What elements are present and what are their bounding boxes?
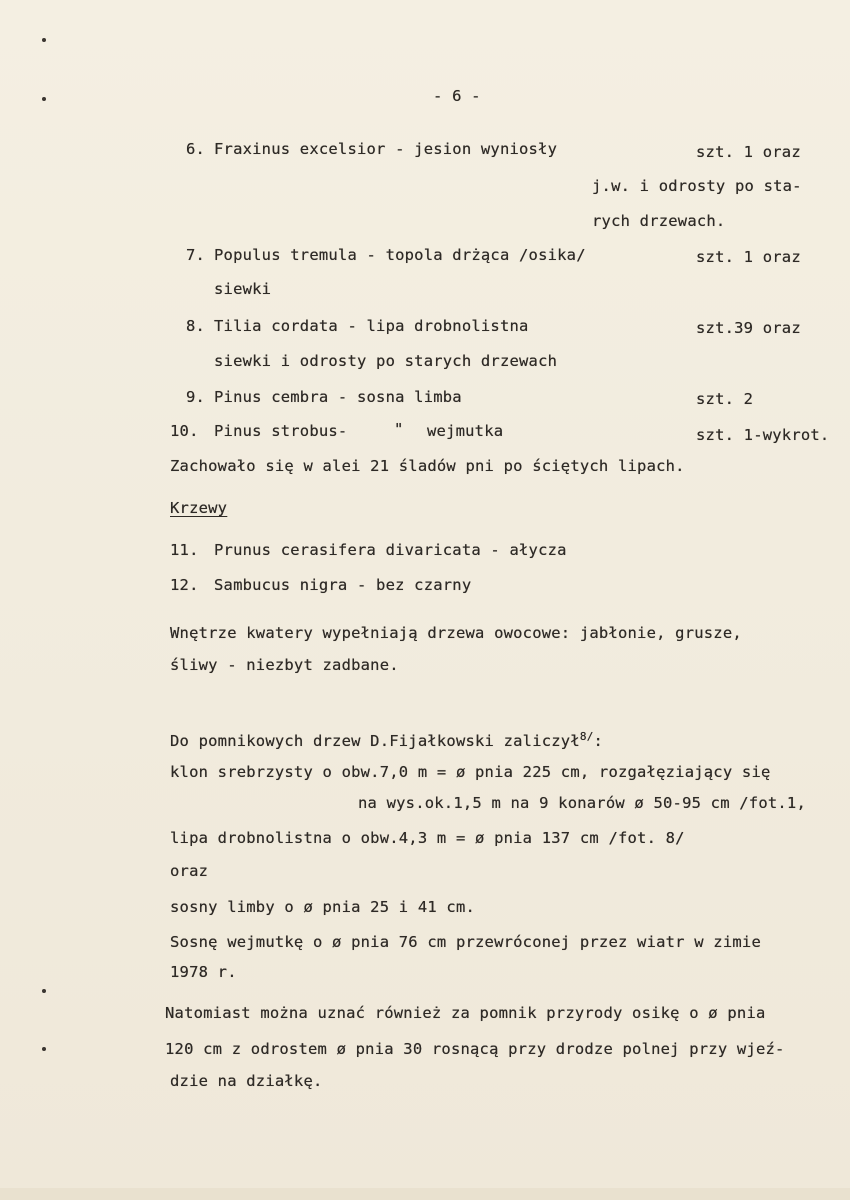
item-number: 10. bbox=[170, 422, 199, 440]
species-name: Prunus cerasifera divaricata - ałycza bbox=[214, 541, 567, 559]
item-number: 7. bbox=[186, 246, 206, 264]
binder-hole bbox=[42, 1047, 46, 1051]
quantity-continuation: j.w. i odrosty po sta- bbox=[592, 177, 802, 195]
monument-line: dzie na działkę. bbox=[170, 1072, 323, 1090]
item-number: 6. bbox=[186, 140, 206, 158]
quantity: szt.39 oraz bbox=[696, 319, 801, 337]
alley-note: Zachowało się w alei 21 śladów pni po ściętych lipach. bbox=[170, 457, 685, 475]
ditto-mark: " bbox=[394, 420, 404, 438]
species-continuation: siewki bbox=[214, 280, 272, 298]
monument-line: lipa drobnolistna o obw.4,3 m = ø pnia 137 cm /fot. 8/ bbox=[170, 829, 685, 847]
quantity: szt. 2 bbox=[696, 390, 754, 408]
monument-line: sosny limby o ø pnia 25 i 41 cm. bbox=[170, 898, 476, 916]
monument-line: 120 cm z odrostem ø pnia 30 rosnącą przy drodze polnej przy wjeź- bbox=[165, 1040, 785, 1058]
species-continuation: siewki i odrosty po starych drzewach bbox=[214, 352, 558, 370]
intro-colon: : bbox=[593, 732, 604, 751]
monument-line: Natomiast można uznać również za pomnik przyrody osikę o ø pnia bbox=[165, 1004, 766, 1022]
species-name: Pinus strobus- bbox=[214, 422, 348, 440]
quantity: szt. 1-wykrot. bbox=[696, 426, 830, 444]
interior-note: śliwy - niezbyt zadbane. bbox=[170, 656, 399, 674]
page-bottom-edge bbox=[0, 1188, 850, 1200]
item-number: 8. bbox=[186, 317, 206, 335]
species-name: Pinus cembra - sosna limba bbox=[214, 388, 462, 406]
item-number: 11. bbox=[170, 541, 199, 559]
section-heading: Krzewy bbox=[170, 499, 228, 517]
intro-text: Do pomnikowych drzew D.Fijałkowski zaliczył bbox=[170, 732, 580, 751]
monument-line: oraz bbox=[170, 862, 209, 880]
monument-line: Sosnę wejmutkę o ø pnia 76 cm przewróconej przez wiatr w zimie bbox=[170, 933, 761, 951]
monument-line: na wys.ok.1,5 m na 9 konarów ø 50-95 cm /fot.1, bbox=[358, 794, 806, 812]
quantity: szt. 1 oraz bbox=[696, 143, 801, 161]
species-name-part: wejmutka bbox=[427, 422, 504, 440]
binder-hole bbox=[42, 989, 46, 993]
quantity: szt. 1 oraz bbox=[696, 248, 801, 266]
species-name: Tilia cordata - lipa drobnolistna bbox=[214, 317, 529, 335]
item-number: 12. bbox=[170, 576, 199, 594]
monuments-intro bbox=[170, 727, 603, 751]
binder-hole bbox=[42, 97, 46, 101]
species-name: Sambucus nigra - bez czarny bbox=[214, 576, 472, 594]
footnote-ref: 8/ bbox=[579, 730, 594, 743]
quantity-continuation: rych drzewach. bbox=[592, 212, 726, 230]
monument-line: 1978 r. bbox=[170, 963, 237, 981]
species-name: Fraxinus excelsior - jesion wyniosły bbox=[214, 140, 558, 158]
species-name: Populus tremula - topola drżąca /osika/ bbox=[214, 246, 586, 264]
binder-hole bbox=[42, 38, 46, 42]
item-number: 9. bbox=[186, 388, 206, 406]
interior-note: Wnętrze kwatery wypełniają drzewa owocowe: jabłonie, grusze, bbox=[170, 624, 742, 642]
monument-line: klon srebrzysty o obw.7,0 m = ø pnia 225 cm, rozgałęziający się bbox=[170, 763, 771, 781]
page-number: - 6 - bbox=[433, 87, 481, 105]
